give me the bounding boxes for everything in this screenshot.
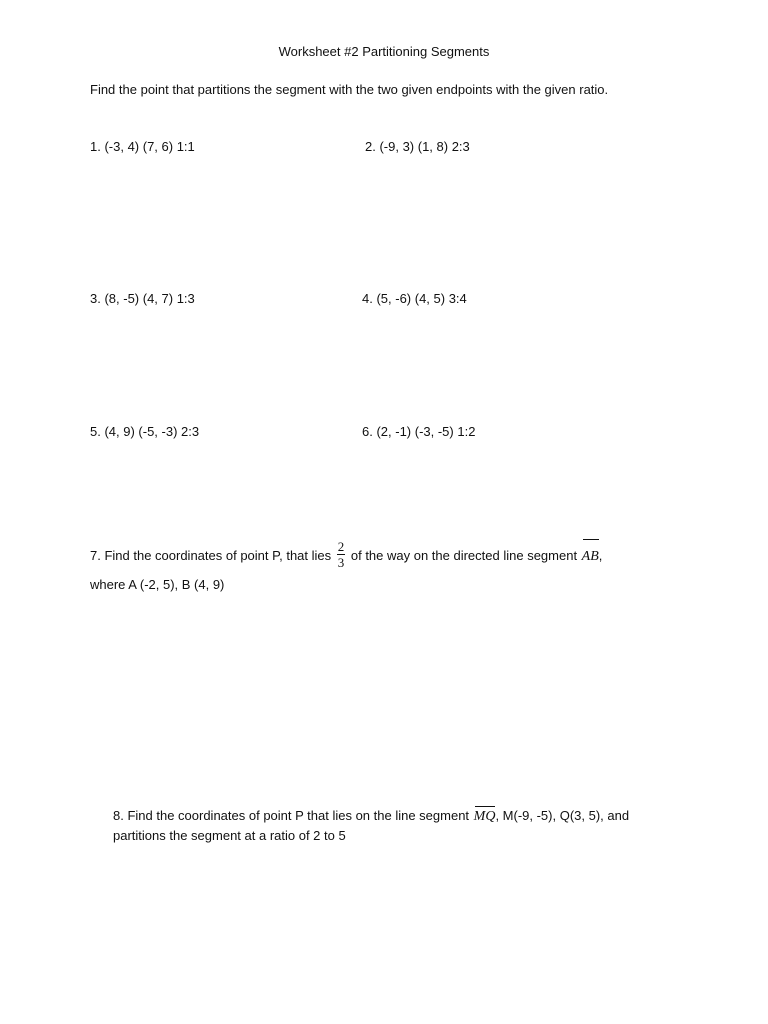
segment-ab-overline — [583, 539, 599, 540]
instructions-text: Find the point that partitions the segment with the two given endpoints with the given ratio. — [90, 82, 609, 97]
problem-6: 6. (2, -1) (-3, -5) 1:2 — [362, 424, 476, 439]
problem-8-text-after: , M(-9, -5), Q(3, 5), and — [495, 808, 630, 823]
problem-7-text-middle: of the way on the directed line segment — [347, 548, 581, 563]
problem-4: 4. (5, -6) (4, 5) 3:4 — [362, 291, 467, 306]
segment-ab-label: AB — [581, 549, 599, 564]
worksheet-title: Worksheet #2 Partitioning Segments — [278, 44, 490, 59]
problem-2: 2. (-9, 3) (1, 8) 2:3 — [365, 139, 470, 154]
segment-mq — [474, 806, 496, 825]
problem-1: 1. (-3, 4) (7, 6) 1:1 — [90, 139, 195, 154]
problem-8-line-1 — [113, 806, 629, 825]
two-thirds-fraction — [337, 540, 346, 569]
problem-3: 3. (8, -5) (4, 7) 1:3 — [90, 291, 195, 306]
problem-7-line-2: where A (-2, 5), B (4, 9) — [90, 577, 225, 592]
fraction-numerator: 2 — [337, 539, 345, 555]
problem-7-line-1 — [90, 539, 602, 572]
problem-7-text-after: , — [598, 548, 603, 563]
segment-mq-label: MQ — [473, 809, 496, 824]
fraction-denominator: 3 — [337, 555, 345, 571]
problem-5: 5. (4, 9) (-5, -3) 2:3 — [90, 424, 200, 439]
segment-mq-overline — [475, 806, 496, 807]
problem-8-text-before: 8. Find the coordinates of point P that lies on the line segment — [113, 808, 473, 823]
segment-ab — [582, 539, 599, 572]
problem-7-text-before: 7. Find the coordinates of point P, that lies — [90, 548, 335, 563]
problem-8-line-2: partitions the segment at a ratio of 2 to 5 — [113, 828, 346, 843]
